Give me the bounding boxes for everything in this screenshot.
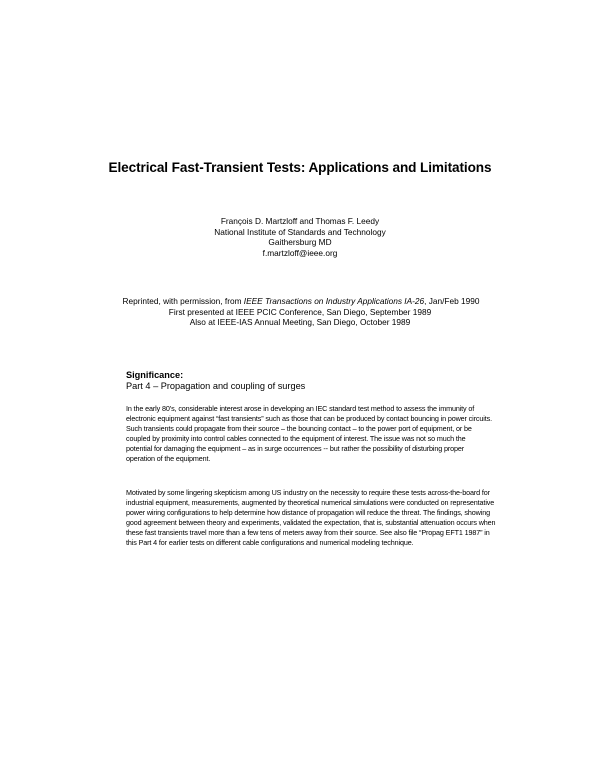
paragraph-line: this Part 4 for earlier tests on different cable configurations and numerical modeling technique. (126, 538, 414, 548)
author-block (0, 216, 600, 258)
paragraph-line: operation of the equipment. (126, 454, 211, 464)
paragraph-line: In the early 80’s, considerable interest arose in developing an IEC standard test method to assess the immunity of (126, 404, 475, 413)
author-affiliation: National Institute of Standards and Technology (214, 226, 386, 237)
paragraph-line: electronic equipment against “fast transients” such as those that can be produced by contact bouncing in power circuits. (126, 414, 492, 424)
reprint-prefix: Reprinted, with permission, from (122, 296, 244, 306)
paragraph-2 (126, 488, 496, 549)
paper-title: Electrical Fast-Transient Tests: Applications and Limitations (108, 160, 492, 175)
paragraph-line: Motivated by some lingering skepticism among US industry on the necessity to require these tests across-the-board for (126, 488, 490, 497)
paragraph-line: potential for damaging the equipment – as in surge occurrences -- but rather the possibility of disturbing proper (126, 444, 465, 454)
reprint-line-2: First presented at IEEE PCIC Conference, San Diego, September 1989 (168, 306, 432, 317)
paragraph-line: industrial equipment, measurements, augmented by theoretical numerical simulations were conducted on representative (126, 498, 495, 508)
reprint-line-1 (1, 296, 600, 307)
reprint-line-3: Also at IEEE-IAS Annual Meeting, San Diego, October 1989 (189, 317, 411, 328)
journal-name: IEEE Transactions on Industry Applications IA-26 (243, 296, 425, 306)
author-location: Gaithersburg MD (268, 237, 332, 248)
reprint-date: , Jan/Feb 1990 (424, 296, 480, 306)
significance-subheading: Part 4 – Propagation and coupling of surges (126, 381, 306, 391)
author-names: François D. Martzloff and Thomas F. Leedy (220, 216, 380, 226)
paragraph-line: Such transients could propagate from their source – the bouncing contact – to the power port of equipment, or be (126, 424, 472, 434)
paragraph-1 (126, 404, 492, 465)
reprint-notice (0, 296, 600, 328)
author-email: f.martzloff@ieee.org (262, 247, 338, 258)
paragraph-line: power wiring configurations to help determine how distance of propagation will reduce the threat. The findings, showing (126, 508, 490, 518)
paragraph-line: good agreement between theory and experiments, validated the expectation, that is, substantial attenuation occurs when (126, 518, 496, 528)
paragraph-line: coupled by proximity into control cables connected to the equipment of interest. The issue was not so much the (126, 434, 466, 444)
significance-heading: Significance: (126, 370, 184, 380)
paragraph-line: these fast transients travel more than a few tens of meters away from their source. See also file “Propag EFT1 1987” in (126, 528, 490, 538)
